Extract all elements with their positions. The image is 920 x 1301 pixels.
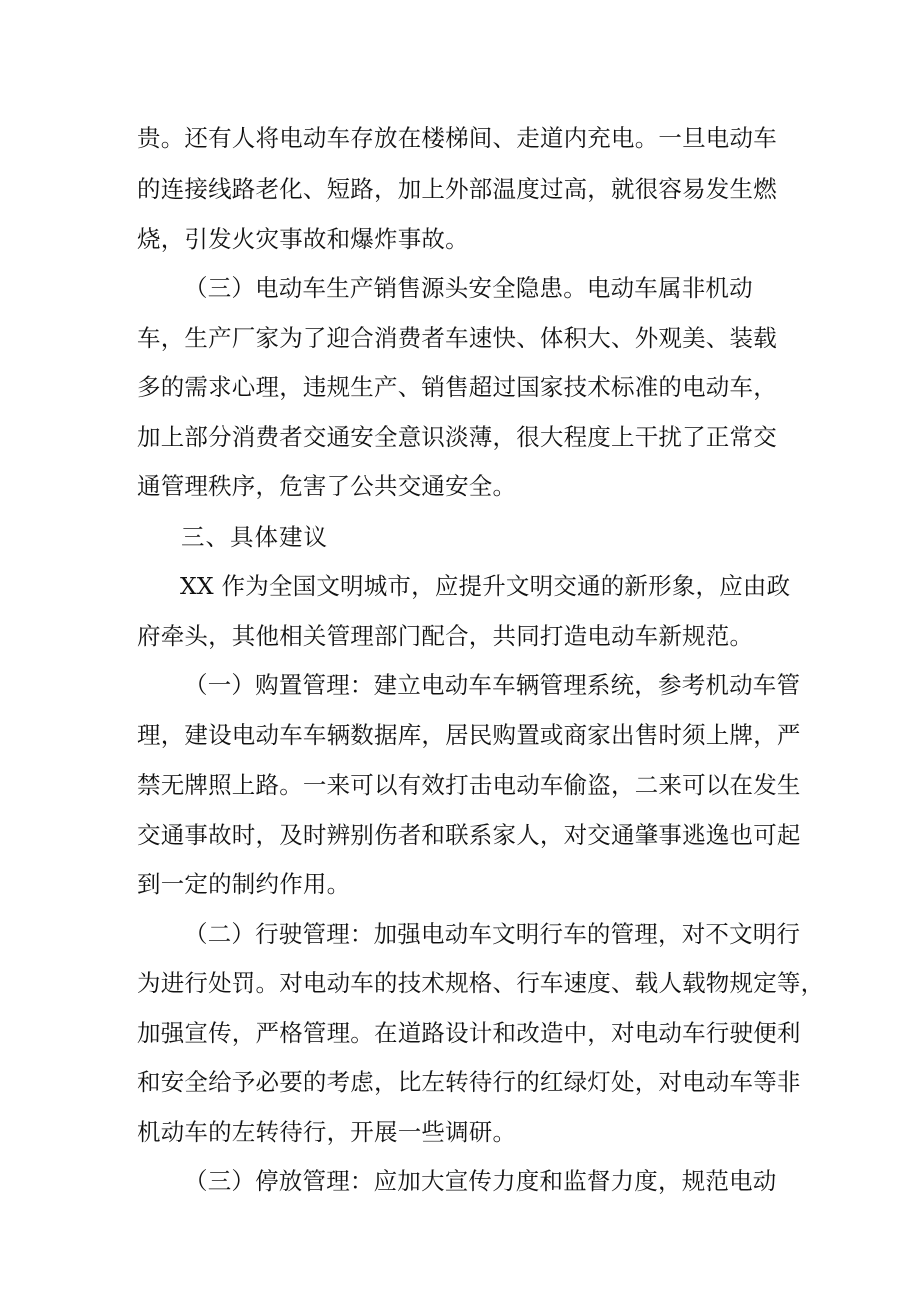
text-line: 禁无牌照上路。一来可以有效打击电动车偷盗，二来可以在发生 (137, 771, 801, 799)
text-line: 通管理秩序，危害了公共交通安全。 (137, 472, 517, 500)
text-line: （二）行驶管理：加强电动车文明行车的管理，对不文明行 (184, 920, 801, 948)
text-line: 多的需求心理，违规生产、销售超过国家技术标准的电动车， (137, 373, 777, 401)
text-line: （三）电动车生产销售源头安全隐患。电动车属非机动 (184, 274, 753, 302)
text-line: 为进行处罚。对电动车的技术规格、行车速度、载人载物规定等， (137, 969, 825, 997)
text-line: 和安全给予必要的考虑，比左转待行的红绿灯处，对电动车等非 (137, 1068, 801, 1096)
text-line: 烧，引发火灾事故和爆炸事故。 (137, 225, 469, 253)
text-line: 到一定的制约作用。 (137, 870, 351, 898)
text-line: 府牵头，其他相关管理部门配合，共同打造电动车新规范。 (137, 622, 754, 650)
text-line: 加上部分消费者交通安全意识淡薄，很大程度上干扰了正常交 (137, 423, 777, 451)
text-line: 加强宣传，严格管理。在道路设计和改造中，对电动车行驶便利 (137, 1019, 801, 1047)
text-line: 车，生产厂家为了迎合消费者车速快、体积大、外观美、装载 (137, 324, 777, 352)
text-line: （一）购置管理：建立电动车车辆管理系统，参考机动车管 (184, 671, 801, 699)
text-line: XX 作为全国文明城市，应提升文明交通的新形象，应由政 (180, 572, 791, 600)
section-heading: 三、具体建议 (181, 523, 328, 551)
text-line: （三）停放管理：应加大宣传力度和监督力度，规范电动 (184, 1167, 777, 1195)
text-line: 的连接线路老化、短路，加上外部温度过高，就很容易发生燃 (137, 175, 777, 203)
text-line: 贵。还有人将电动车存放在楼梯间、走道内充电。一旦电动车 (137, 124, 777, 152)
text-line: 交通事故时，及时辨别伤者和联系家人，对交通肇事逃逸也可起 (137, 821, 801, 849)
text-line: 理，建设电动车车辆数据库，居民购置或商家出售时须上牌，严 (137, 721, 801, 749)
text-line: 机动车的左转待行，开展一些调研。 (137, 1118, 517, 1146)
